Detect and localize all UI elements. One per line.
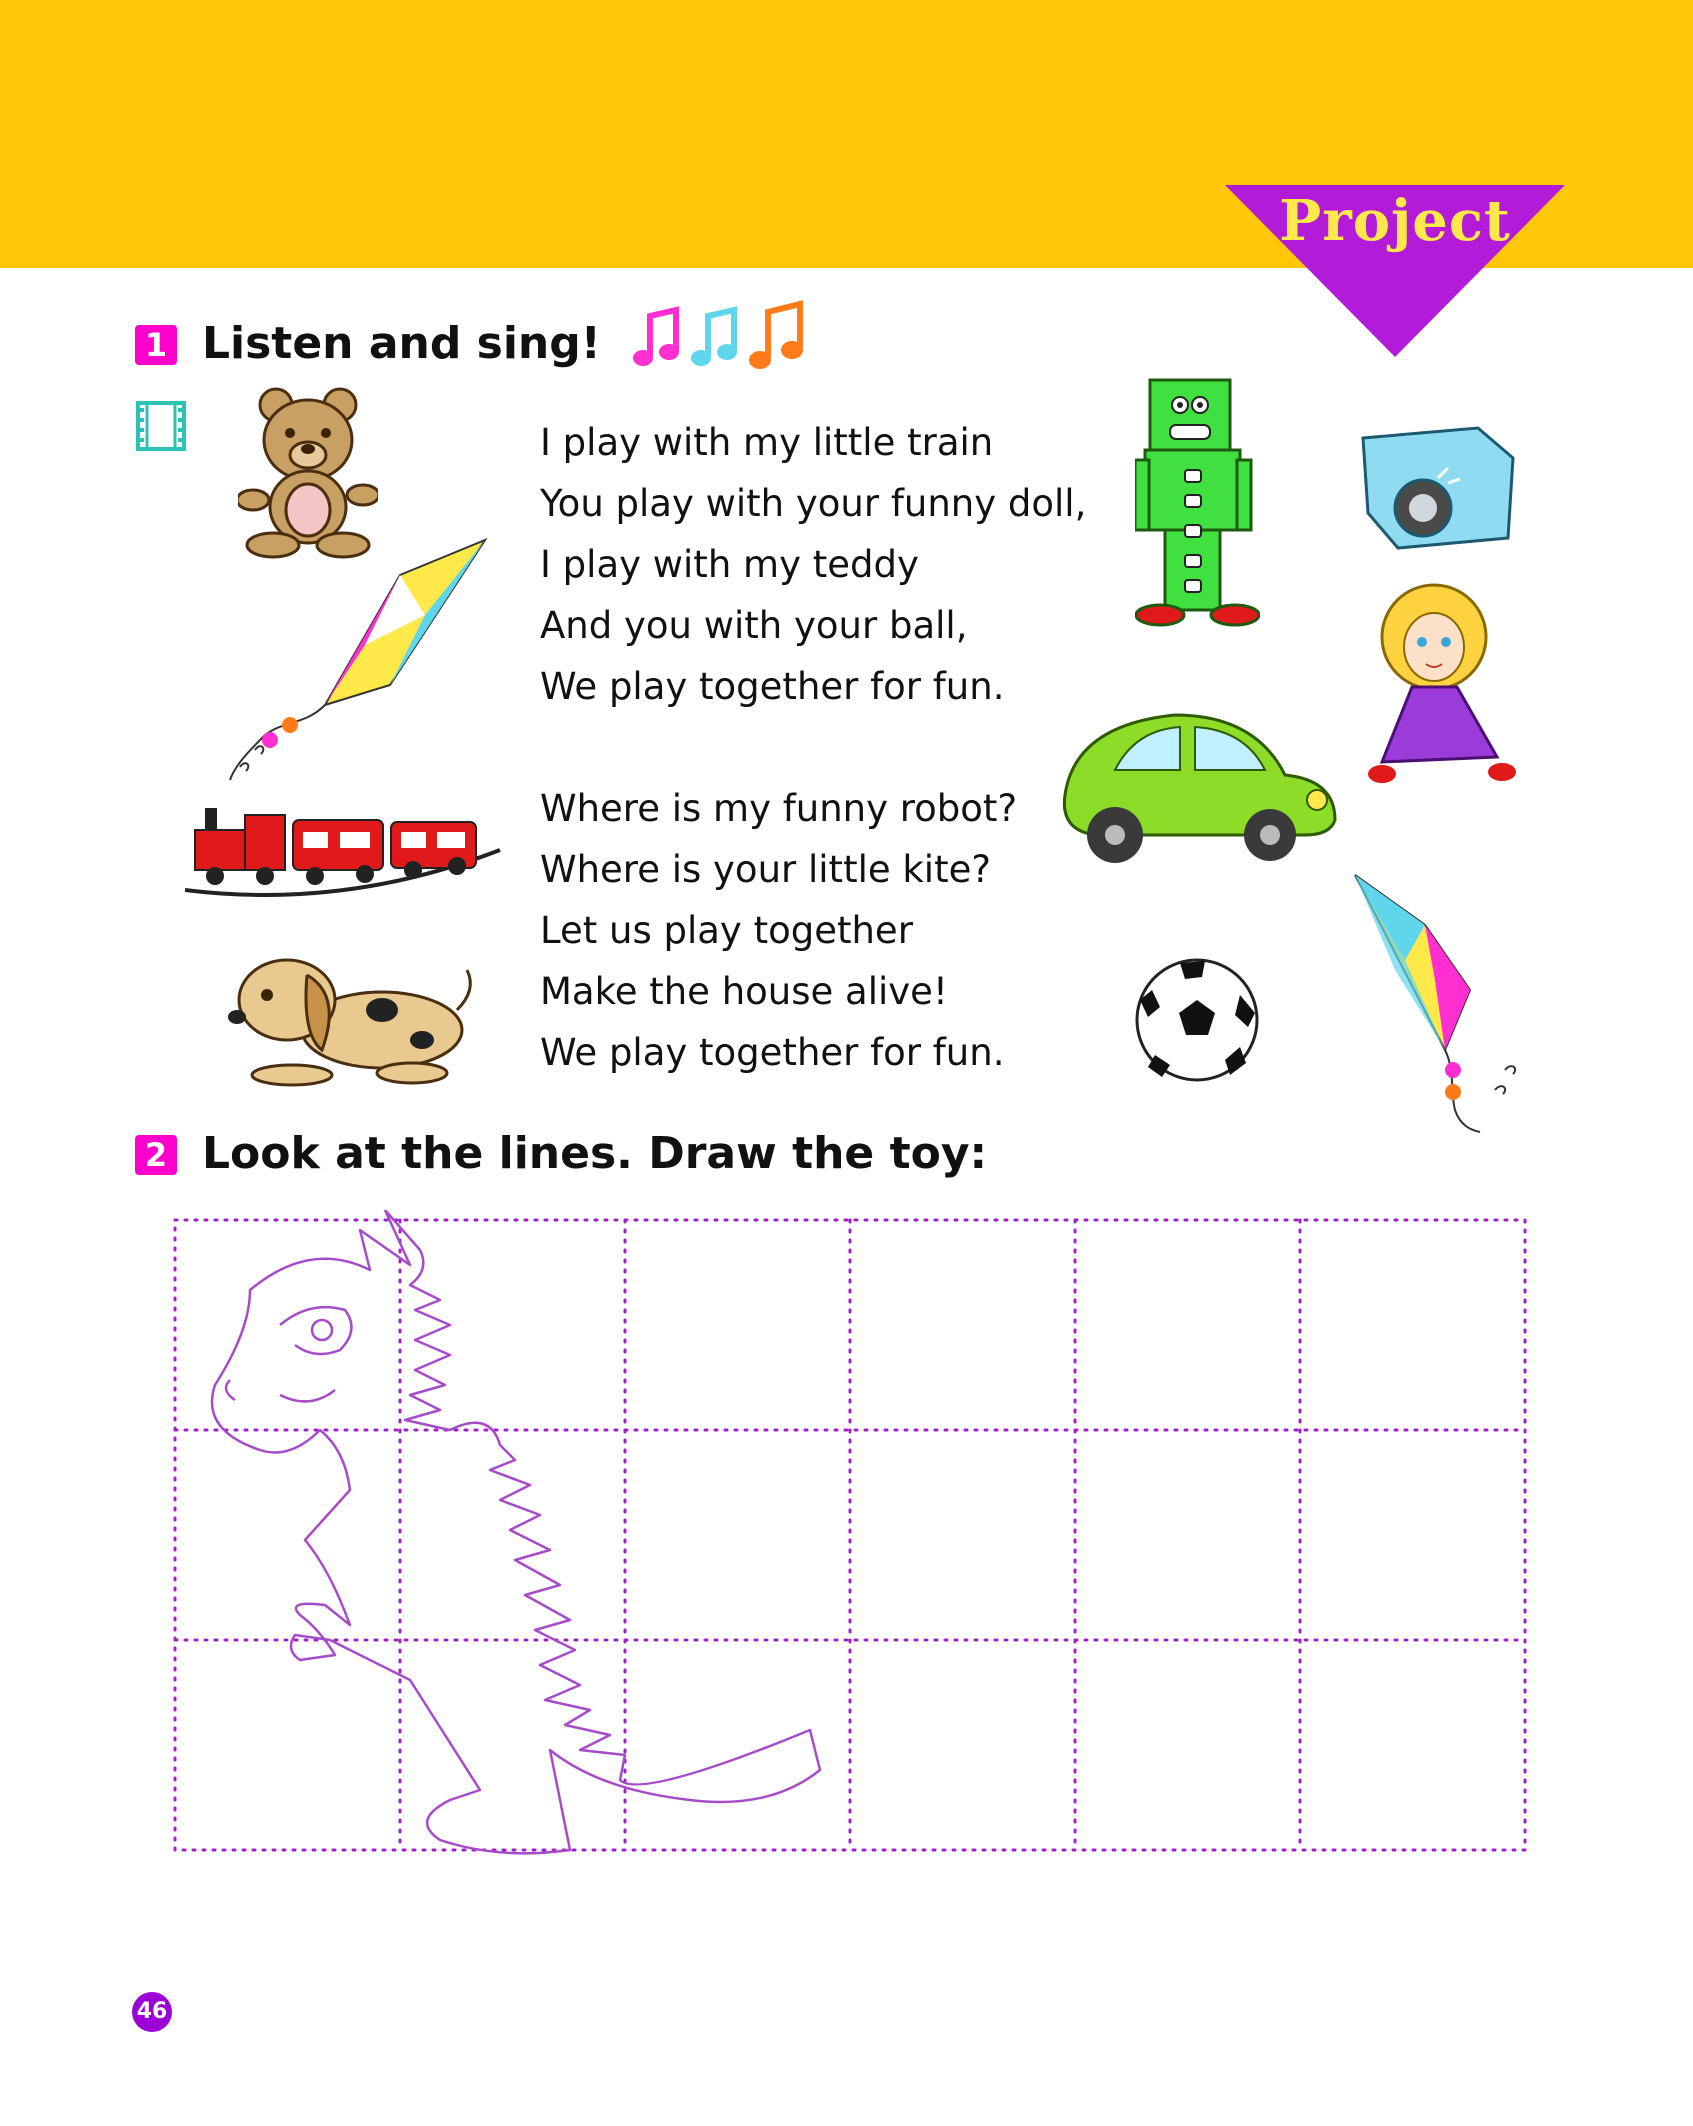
- lyric-line: Where is my funny robot?: [540, 787, 1018, 830]
- stanza-gap: [540, 717, 1086, 778]
- toy-robot-illustration: [1135, 375, 1260, 630]
- lyric-line: I play with my teddy: [540, 543, 919, 586]
- film-strip-icon: [135, 400, 187, 452]
- project-banner-label: Project: [1279, 188, 1511, 254]
- football-illustration: [1130, 955, 1265, 1085]
- lyric-line: We play together for fun.: [540, 665, 1005, 708]
- teddy-bear-illustration: [238, 385, 378, 560]
- lyric-line: Make the house alive!: [540, 970, 948, 1013]
- kite-illustration: [225, 535, 490, 795]
- lyric-line: You play with your funny doll,: [540, 482, 1087, 525]
- section-1-number: 1: [135, 325, 177, 365]
- lyric-line: Let us play together: [540, 909, 913, 952]
- lyric-line: I play with my little train: [540, 421, 994, 464]
- kite-illustration-right: [1345, 870, 1550, 1140]
- toy-doll-illustration: [1362, 582, 1522, 792]
- song-lyrics: [540, 412, 1086, 1083]
- lyric-line: We play together for fun.: [540, 1031, 1005, 1074]
- lyric-line: Where is your little kite?: [540, 848, 991, 891]
- section-1-title: Listen and sing!: [202, 318, 601, 369]
- lyric-line: And you with your ball,: [540, 604, 968, 647]
- dinosaur-outline: [212, 1210, 820, 1853]
- toy-dog-illustration: [222, 955, 482, 1090]
- music-notes-icon: [628, 298, 828, 378]
- section-2-title: Look at the lines. Draw the toy:: [202, 1128, 988, 1179]
- toy-car-illustration: [1055, 705, 1340, 875]
- toy-train-illustration: [185, 800, 505, 905]
- toy-camera-illustration: [1358, 418, 1518, 558]
- page-number: 46: [132, 1992, 172, 2032]
- drawing-grid: [170, 1210, 1530, 1860]
- section-2-number: 2: [135, 1135, 177, 1175]
